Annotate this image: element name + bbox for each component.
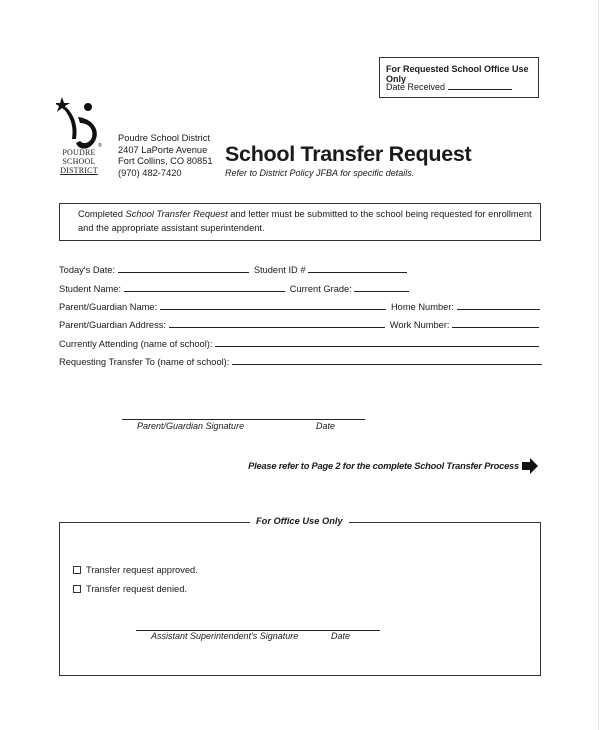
form-row: Parent/Guardian Address: Work Number: <box>59 318 539 330</box>
office-use-box <box>379 57 539 98</box>
requesting-transfer-field[interactable] <box>232 355 542 365</box>
signature-date-label: Date <box>316 421 336 431</box>
currently-attending-field[interactable] <box>215 337 539 347</box>
date-received-label: Date Received <box>386 82 446 92</box>
page-title: School Transfer Request <box>225 142 472 166</box>
arrow-right-icon <box>522 458 538 474</box>
guardian-signature-line[interactable] <box>122 419 365 420</box>
current-grade-field[interactable] <box>354 282 409 292</box>
work-number-field[interactable] <box>452 318 539 328</box>
office-use-title: For Office Use Only <box>250 516 349 526</box>
refer-note-row <box>248 458 538 474</box>
home-number-field[interactable] <box>457 300 540 310</box>
guardian-name-field[interactable] <box>160 300 386 310</box>
form-row: Currently Attending (name of school): <box>59 337 539 349</box>
district-address: Poudre School District 2407 LaPorte Avenue Fort Collins, CO 80851 (970) 482-7420 <box>118 133 213 178</box>
svg-text:®: ® <box>98 143 102 149</box>
form-row: Parent/Guardian Name: Home Number: <box>59 300 540 312</box>
denied-label: Transfer request denied. <box>86 584 187 594</box>
approved-checkbox[interactable] <box>73 566 81 574</box>
form-row: Today's Date: Student ID # <box>59 263 407 275</box>
guardian-signature-label: Parent/Guardian Signature <box>137 421 245 431</box>
superintendent-signature-label: Assistant Superintendent's Signature <box>151 631 299 641</box>
page-subtitle: Refer to District Policy JFBA for specific details. <box>225 168 415 178</box>
todays-date-field[interactable] <box>118 263 249 273</box>
notice-box: Completed School Transfer Request and letter must be submitted to the school being requested for enrollment and the appropriate assistant superintendent. <box>59 203 541 241</box>
approved-label: Transfer request approved. <box>86 565 198 575</box>
office-box-title: For Requested School Office Use Only <box>386 64 529 84</box>
student-id-field[interactable] <box>308 263 407 273</box>
district-logo <box>56 95 104 149</box>
student-name-field[interactable] <box>124 282 285 292</box>
form-row: Student Name: Current Grade: <box>59 282 409 294</box>
guardian-address-field[interactable] <box>169 318 385 328</box>
denied-checkbox[interactable] <box>73 585 81 593</box>
form-row: Requesting Transfer To (name of school): <box>59 355 542 367</box>
refer-note: Please refer to Page 2 for the complete School Transfer Process <box>248 461 519 471</box>
district-logo-text: POUDRE SCHOOL DISTRICT <box>60 148 98 175</box>
office-use-section <box>59 522 541 676</box>
date-received-field[interactable] <box>448 80 512 90</box>
office-date-label: Date <box>331 631 351 641</box>
